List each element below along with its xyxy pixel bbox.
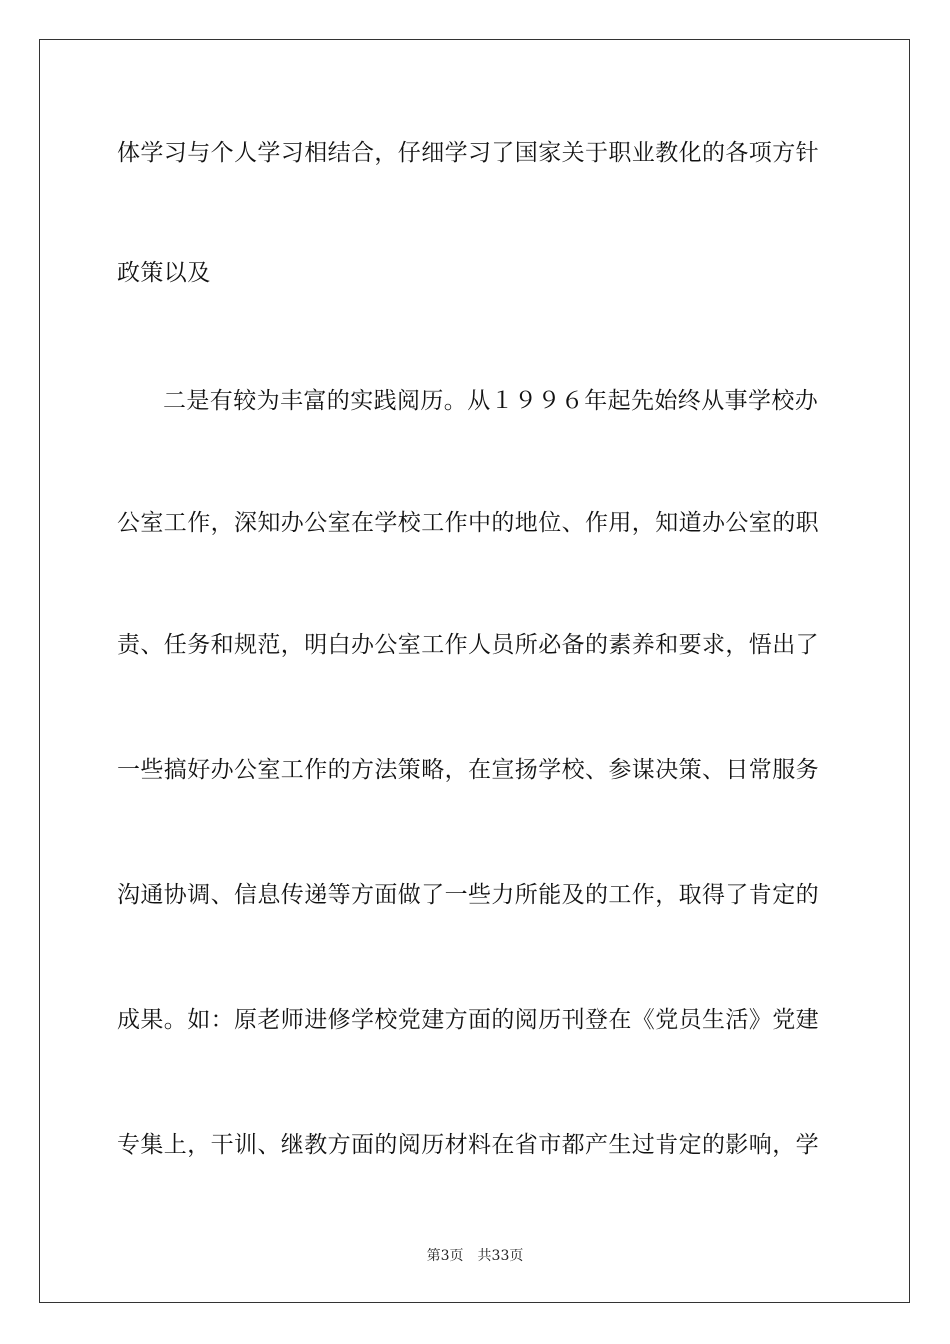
page-footer — [0, 1247, 950, 1265]
text-line-7: 沟通协调、信息传递等方面做了一些力所能及的工作，取得了肯定的 — [117, 882, 819, 908]
text-line-3 — [117, 386, 833, 416]
text-line-8: 成果。如：原老师进修学校党建方面的阅历刊登在《党员生活》党建 — [117, 1007, 819, 1033]
page-number: 第3页 — [426, 1248, 464, 1264]
text-line-5: 责、任务和规范，明白办公室工作人员所必备的素养和要求，悟出了 — [117, 632, 819, 658]
text-line-6: 一些搞好办公室工作的方法策略，在宣扬学校、参谋决策、日常服务 — [117, 757, 819, 783]
text-line-9: 专集上，干训、继教方面的阅历材料在省市都产生过肯定的影响，学 — [117, 1132, 819, 1158]
text-line-3-content: 二是有较为丰富的实践阅历。从１９９６年起先始终从事学校办 — [163, 388, 819, 414]
text-line-4: 公室工作，深知办公室在学校工作中的地位、作用，知道办公室的职 — [117, 510, 819, 536]
page-total: 共33页 — [477, 1248, 524, 1264]
page-border — [39, 39, 910, 1303]
text-line-1: 体学习与个人学习相结合，仔细学习了国家关于职业教化的各项方针 — [117, 140, 819, 166]
text-line-2: 政策以及 — [117, 260, 211, 286]
